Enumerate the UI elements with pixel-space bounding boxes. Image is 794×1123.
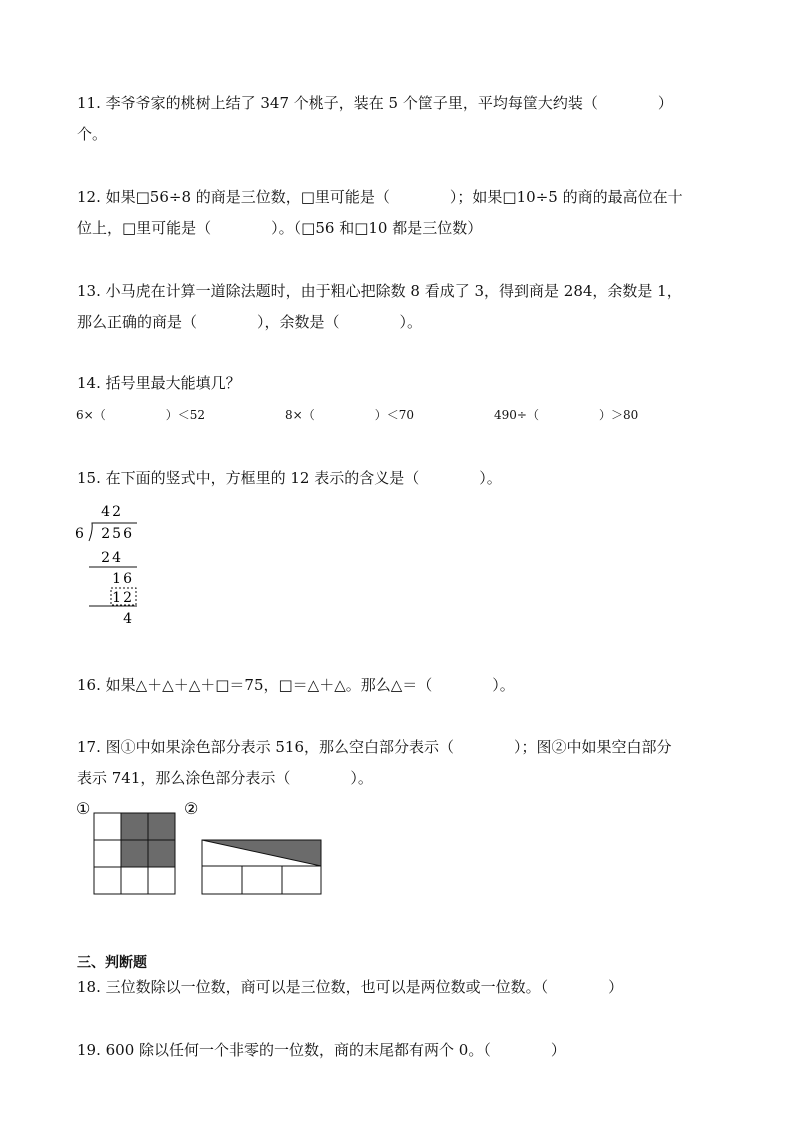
shaded-cell [121,840,148,867]
q14-line1: 14. 括号里最大能填几？ [77,374,241,392]
section-heading: 三、判断题 [77,955,147,971]
long-division-figure [70,500,150,630]
q18-line1: 18. 三位数除以一位数，商可以是三位数，也可以是两位数或一位数。（ ） [77,978,624,996]
division-divisor: 6 [75,526,84,542]
division-step1: 24 [101,550,123,566]
q14-item-1: 6×（ ）＜52 [76,408,205,422]
q12-line2: 位上，□里可能是（ ）。（□56 和□10 都是三位数） [77,219,483,237]
division-quotient: 42 [101,504,123,520]
q17-line2: 表示 741，那么涂色部分表示（ ）。 [77,769,373,787]
q16-line1: 16. 如果△＋△＋△＋□＝75，□＝△＋△。那么△＝（ ）。 [77,676,515,694]
q11-line2: 个。 [77,125,108,143]
division-remainder: 4 [123,611,132,627]
division-dividend: 256 [101,526,134,542]
q14-item-2: 8×（ ）＜70 [285,408,414,422]
q19-line1: 19. 600 除以任何一个非零的一位数，商的末尾都有两个 0。（ ） [77,1041,566,1059]
q13-line2: 那么正确的商是（ ），余数是（ ）。 [77,313,423,331]
q15-line1: 15. 在下面的竖式中，方框里的 12 表示的含义是（ ）。 [77,469,502,487]
shaded-cell [148,840,175,867]
q12-line1: 12. 如果□56÷8 的商是三位数，□里可能是（ ）；如果□10÷5 的商的最高位在十 [77,188,683,206]
q11-line1: 11. 李爷爷家的桃树上结了 347 个桃子，装在 5 个筐子里，平均每筐大约装（ ） [77,94,673,112]
figure-2-label: ② [184,799,199,818]
division-boxed-12: 12 [112,590,134,606]
q13-line1: 13. 小马虎在计算一道除法题时，由于粗心把除数 8 看成了 3，得到商是 284，余数是 1， [77,282,682,300]
figure-1-label: ① [76,799,91,818]
division-step2: 16 [112,571,134,587]
shaded-cell [121,813,148,840]
q14-item-3: 490÷（ ）＞80 [494,408,639,422]
q17-figures [74,797,334,899]
shaded-cell [148,813,175,840]
q17-line1: 17. 图①中如果涂色部分表示 516，那么空白部分表示（ ）；图②中如果空白部分 [77,738,672,756]
